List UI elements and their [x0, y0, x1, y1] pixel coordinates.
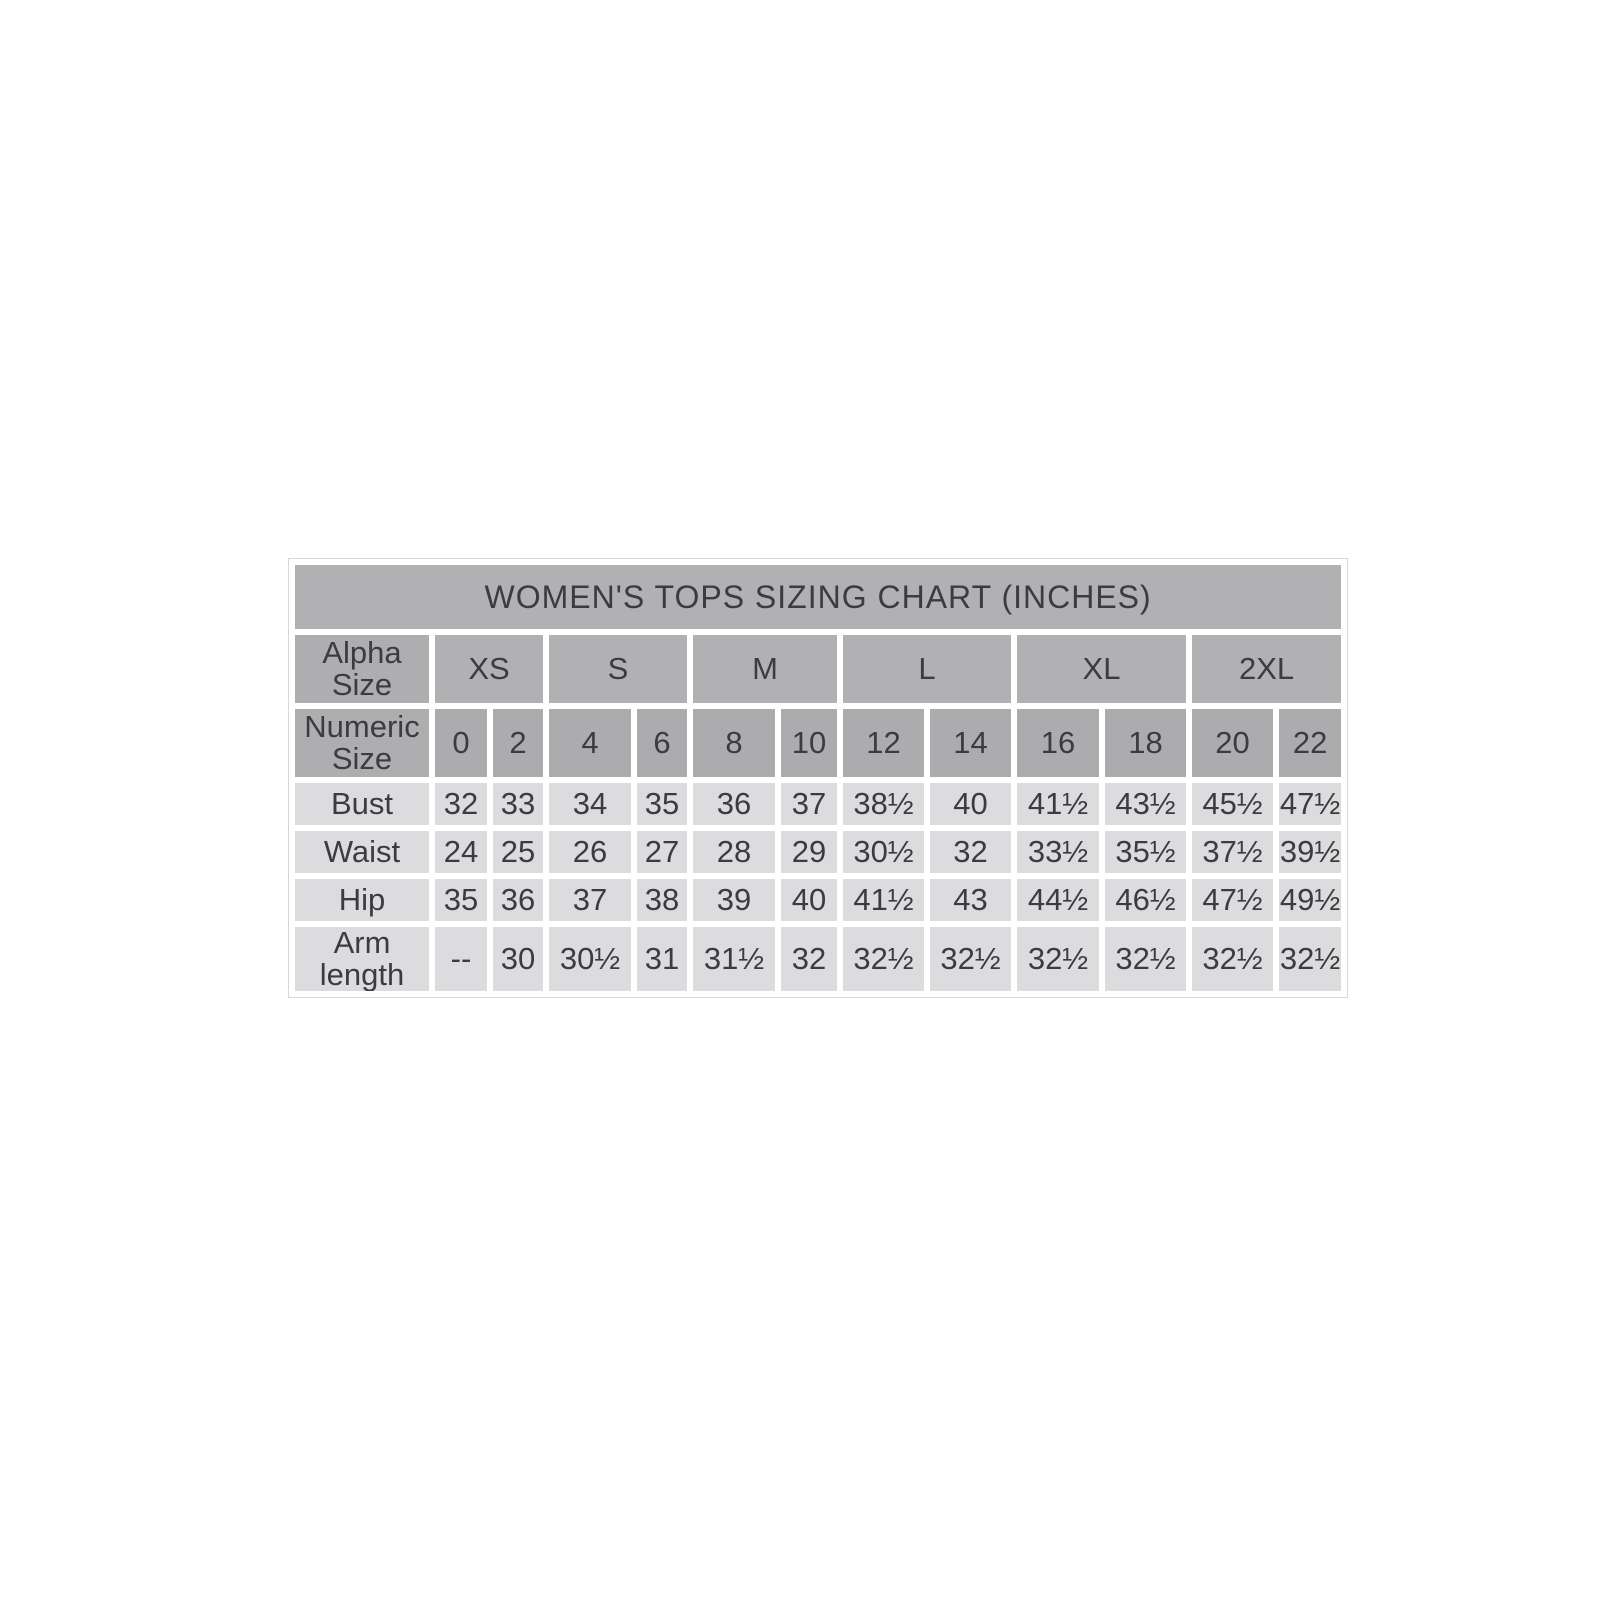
arm-length-value: 32½	[1105, 927, 1186, 991]
waist-value: 39½	[1279, 831, 1341, 873]
bust-value: 36	[693, 783, 775, 825]
numeric-size-20: 20	[1192, 709, 1273, 777]
waist-value: 35½	[1105, 831, 1186, 873]
bust-row	[295, 783, 1341, 825]
arm-length-value: 32½	[1192, 927, 1273, 991]
arm-length-value: 32½	[1017, 927, 1099, 991]
alpha-size-2xl: 2XL	[1192, 635, 1341, 703]
arm-length-value: 31½	[693, 927, 775, 991]
numeric-size-6: 6	[637, 709, 687, 777]
bust-value: 41½	[1017, 783, 1099, 825]
arm-length-row	[295, 927, 1341, 991]
sizing-chart	[288, 558, 1348, 998]
title-row	[295, 565, 1341, 629]
bust-value: 37	[781, 783, 837, 825]
hip-value: 38	[637, 879, 687, 921]
waist-value: 27	[637, 831, 687, 873]
alpha-size-xs: XS	[435, 635, 543, 703]
alpha-size-xl: XL	[1017, 635, 1186, 703]
arm-length-value: 32½	[843, 927, 924, 991]
numeric-size-16: 16	[1017, 709, 1099, 777]
hip-value: 49½	[1279, 879, 1341, 921]
alpha-size-row-label: Alpha Size	[295, 635, 429, 703]
sizing-table	[289, 559, 1347, 997]
waist-value: 25	[493, 831, 543, 873]
arm-length-value: 30	[493, 927, 543, 991]
waist-value: 26	[549, 831, 631, 873]
bust-value: 47½	[1279, 783, 1341, 825]
numeric-size-22: 22	[1279, 709, 1341, 777]
waist-value: 29	[781, 831, 837, 873]
hip-value: 36	[493, 879, 543, 921]
numeric-size-12: 12	[843, 709, 924, 777]
row-label-waist: Waist	[295, 831, 429, 873]
arm-length-value: --	[435, 927, 487, 991]
numeric-size-18: 18	[1105, 709, 1186, 777]
numeric-size-14: 14	[930, 709, 1011, 777]
waist-value: 33½	[1017, 831, 1099, 873]
chart-title: WOMEN'S TOPS SIZING CHART (INCHES)	[295, 565, 1341, 629]
bust-value: 33	[493, 783, 543, 825]
bust-value: 40	[930, 783, 1011, 825]
hip-row	[295, 879, 1341, 921]
alpha-size-l: L	[843, 635, 1011, 703]
waist-value: 37½	[1192, 831, 1273, 873]
waist-value: 30½	[843, 831, 924, 873]
hip-value: 39	[693, 879, 775, 921]
waist-value: 28	[693, 831, 775, 873]
row-label-hip: Hip	[295, 879, 429, 921]
hip-value: 47½	[1192, 879, 1273, 921]
alpha-size-s: S	[549, 635, 687, 703]
hip-value: 44½	[1017, 879, 1099, 921]
arm-length-value: 31	[637, 927, 687, 991]
numeric-size-2: 2	[493, 709, 543, 777]
numeric-size-4: 4	[549, 709, 631, 777]
waist-value: 24	[435, 831, 487, 873]
bust-value: 35	[637, 783, 687, 825]
row-label-bust: Bust	[295, 783, 429, 825]
arm-length-value: 32½	[930, 927, 1011, 991]
hip-value: 41½	[843, 879, 924, 921]
numeric-size-0: 0	[435, 709, 487, 777]
bust-value: 32	[435, 783, 487, 825]
numeric-size-8: 8	[693, 709, 775, 777]
hip-value: 35	[435, 879, 487, 921]
bust-value: 43½	[1105, 783, 1186, 825]
numeric-size-row	[295, 709, 1341, 777]
bust-value: 45½	[1192, 783, 1273, 825]
hip-value: 40	[781, 879, 837, 921]
arm-length-value: 32	[781, 927, 837, 991]
waist-row	[295, 831, 1341, 873]
hip-value: 37	[549, 879, 631, 921]
arm-length-value: 32½	[1279, 927, 1341, 991]
bust-value: 34	[549, 783, 631, 825]
arm-length-value: 30½	[549, 927, 631, 991]
numeric-size-row-label: Numeric Size	[295, 709, 429, 777]
waist-value: 32	[930, 831, 1011, 873]
numeric-size-10: 10	[781, 709, 837, 777]
alpha-size-row	[295, 635, 1341, 703]
row-label-arm-length: Arm length	[295, 927, 429, 991]
hip-value: 43	[930, 879, 1011, 921]
hip-value: 46½	[1105, 879, 1186, 921]
alpha-size-m: M	[693, 635, 837, 703]
bust-value: 38½	[843, 783, 924, 825]
